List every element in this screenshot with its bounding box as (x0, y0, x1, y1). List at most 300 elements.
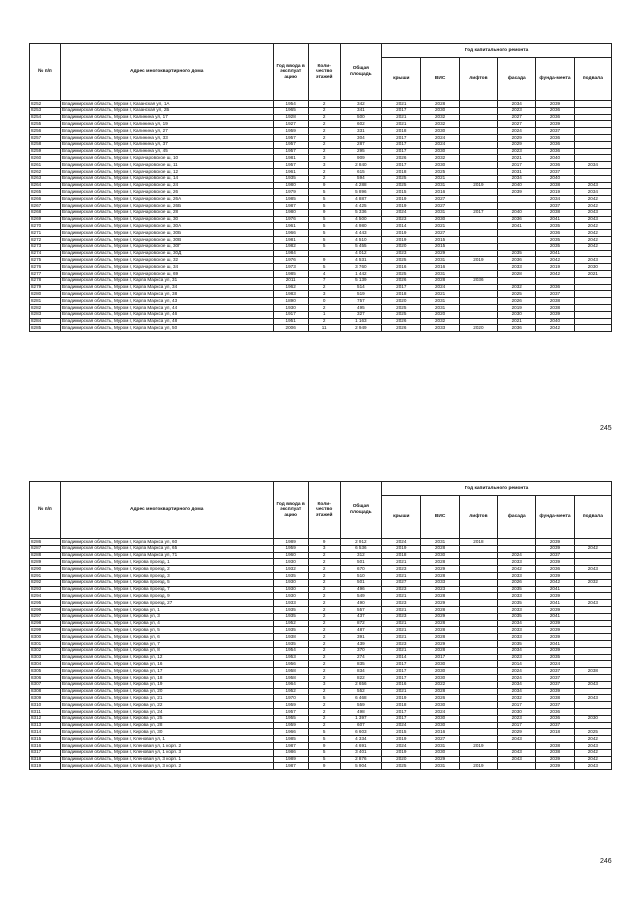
cell-roof: 2025 (382, 175, 421, 182)
cell-foundation (536, 736, 574, 743)
cell-roof: 2025 (382, 311, 421, 318)
cell-facade: 2027 (498, 121, 536, 128)
cell-vis: 2030 (421, 148, 459, 155)
cell-area: 1 397 (340, 715, 381, 722)
header-area: Общая площадь (340, 44, 381, 101)
cell-area: 519 (340, 291, 381, 298)
cell-num: 8266 (30, 196, 61, 203)
table-row (30, 736, 612, 743)
cell-roof: 2024 (382, 209, 421, 216)
cell-num: 8278 (30, 277, 61, 284)
header-basement: подвала (574, 496, 611, 539)
cell-facade: 2036 (498, 257, 536, 264)
table-row (30, 545, 612, 552)
cell-floors: 2 (308, 128, 340, 135)
cell-floors: 2 (308, 107, 340, 114)
cell-lifts (459, 114, 497, 121)
cell-floors: 5 (308, 695, 340, 702)
cell-basement: 2042 (574, 236, 611, 243)
table-row (30, 209, 612, 216)
cell-basement: 2030 (574, 715, 611, 722)
table-row (30, 749, 612, 756)
cell-vis: 2024 (421, 284, 459, 291)
cell-foundation: 2037 (536, 291, 574, 298)
cell-foundation: 2024 (536, 661, 574, 668)
cell-foundation: 2038 (536, 749, 574, 756)
table-row (30, 298, 612, 305)
cell-roof: 2021 (382, 593, 421, 600)
cell-foundation: 2038 (536, 742, 574, 749)
cell-lifts (459, 572, 497, 579)
cell-num: 8287 (30, 545, 61, 552)
cell-num: 8263 (30, 175, 61, 182)
header-year: Год ввода в эксплуат ацию (273, 44, 308, 101)
cell-basement: 2043 (574, 566, 611, 573)
cell-roof: 2024 (382, 722, 421, 729)
cell-roof: 2027 (382, 579, 421, 586)
cell-basement (574, 620, 611, 627)
cell-facade: 2023 (498, 715, 536, 722)
cell-basement (574, 304, 611, 311)
table-row (30, 121, 612, 128)
cell-num: 8296 (30, 606, 61, 613)
cell-year: 2011 (273, 277, 308, 284)
header-basement: подвала (574, 58, 611, 101)
header-year: Год ввода в эксплуат ацию (273, 482, 308, 539)
cell-year: 1987 (273, 202, 308, 209)
cell-vis: 2030 (421, 661, 459, 668)
cell-area: 834 (340, 668, 381, 675)
cell-lifts (459, 141, 497, 148)
cell-lifts (459, 729, 497, 736)
cell-roof: 2023 (382, 566, 421, 573)
cell-basement: 2043 (574, 209, 611, 216)
header-repair-group: Год капитального ремонта (382, 44, 612, 58)
cell-area: 287 (340, 141, 381, 148)
cell-lifts (459, 545, 497, 552)
cell-lifts (459, 613, 497, 620)
cell-lifts (459, 128, 497, 135)
cell-area: 487 (340, 627, 381, 634)
cell-year: 2006 (273, 325, 308, 332)
cell-vis: 2021 (421, 175, 459, 182)
cell-floors: 9 (308, 763, 340, 770)
cell-vis: 2028 (421, 593, 459, 600)
cell-year: 1979 (273, 189, 308, 196)
cell-basement (574, 250, 611, 257)
cell-year: 1987 (273, 763, 308, 770)
cell-basement (574, 572, 611, 579)
cell-num: 8281 (30, 298, 61, 305)
cell-year: 1959 (273, 722, 308, 729)
cell-roof: 2019 (382, 196, 421, 203)
cell-address: Владимирская область, Муром г, Карла Маркса ул, 50 (60, 325, 273, 332)
cell-roof: 2015 (382, 189, 421, 196)
cell-lifts (459, 661, 497, 668)
cell-roof: 2021 (382, 101, 421, 108)
cell-roof: 2016 (382, 264, 421, 271)
cell-address: Владимирская область, Муром г, Карачаровское ш, 26А (60, 196, 273, 203)
cell-roof: 2021 (382, 606, 421, 613)
cell-floors: 2 (308, 318, 340, 325)
cell-floors: 9 (308, 182, 340, 189)
cell-facade: 2043 (498, 756, 536, 763)
table-row (30, 688, 612, 695)
cell-roof: 2021 (382, 688, 421, 695)
table-row (30, 196, 612, 203)
cell-year: 1973 (273, 264, 308, 271)
cell-facade: 2025 (498, 291, 536, 298)
cell-facade: 2032 (498, 695, 536, 702)
cell-area: 1 442 (340, 270, 381, 277)
cell-basement (574, 318, 611, 325)
cell-floors: 0 (308, 298, 340, 305)
cell-num: 8284 (30, 318, 61, 325)
cell-year: 1957 (273, 162, 308, 169)
table-row (30, 162, 612, 169)
cell-facade: 2033 (498, 606, 536, 613)
cell-lifts (459, 270, 497, 277)
cell-address: Владимирская область, Муром г, Карачаровское ш, 12 (60, 168, 273, 175)
cell-vis: 2032 (421, 318, 459, 325)
cell-area: 6 536 (340, 545, 381, 552)
cell-address: Владимирская область, Муром г, Карачаровское ш, 26Б (60, 202, 273, 209)
cell-floors: 2 (308, 640, 340, 647)
cell-lifts (459, 243, 497, 250)
cell-area: 370 (340, 647, 381, 654)
cell-floors: 5 (308, 756, 340, 763)
cell-lifts: 2018 (459, 539, 497, 546)
cell-facade: 2024 (498, 552, 536, 559)
cell-roof: 2021 (382, 620, 421, 627)
cell-num: 8293 (30, 586, 61, 593)
cell-year: 1976 (273, 216, 308, 223)
cell-area: 304 (340, 134, 381, 141)
cell-roof: 2023 (382, 640, 421, 647)
cell-facade: 2024 (498, 668, 536, 675)
cell-basement: 2043 (574, 216, 611, 223)
cell-foundation: 2039 (536, 545, 574, 552)
cell-year: 1957 (273, 148, 308, 155)
cell-facade: 2033 (498, 572, 536, 579)
cell-roof: 2021 (382, 559, 421, 566)
page-number: 245 (600, 425, 612, 432)
cell-lifts (459, 668, 497, 675)
table-body (30, 101, 612, 332)
cell-roof: 2026 (382, 277, 421, 284)
cell-basement: 2043 (574, 182, 611, 189)
cell-lifts (459, 196, 497, 203)
header-vis: ВИС (421, 496, 459, 539)
cell-year: 1955 (273, 715, 308, 722)
cell-address: Владимирская область, Муром г, Карла Маркса ул, 46 (60, 311, 273, 318)
cell-floors: 2 (308, 668, 340, 675)
cell-roof: 2023 (382, 216, 421, 223)
cell-lifts (459, 284, 497, 291)
cell-area: 607 (340, 722, 381, 729)
cell-num: 8273 (30, 243, 61, 250)
cell-address: Владимирская область, Муром г, Кирова ул, 1 (60, 606, 273, 613)
cell-address: Владимирская область, Муром г, Карачаровское ш, 69 (60, 270, 273, 277)
cell-floors: 2 (308, 552, 340, 559)
cell-facade: 2034 (498, 175, 536, 182)
cell-basement (574, 107, 611, 114)
cell-floors (308, 250, 340, 257)
table-row (30, 627, 612, 634)
cell-basement: 2032 (574, 579, 611, 586)
cell-year: 1930 (273, 304, 308, 311)
cell-basement: 2042 (574, 230, 611, 237)
cell-facade: 2023 (498, 107, 536, 114)
cell-lifts (459, 134, 497, 141)
cell-year: 1938 (273, 634, 308, 641)
cell-num: 8282 (30, 304, 61, 311)
cell-floors: 2 (308, 559, 340, 566)
cell-num: 8270 (30, 223, 61, 230)
cell-floors: 2 (308, 121, 340, 128)
cell-num: 8274 (30, 250, 61, 257)
cell-floors: 9 (308, 539, 340, 546)
table-row (30, 763, 612, 770)
cell-basement: 2042 (574, 756, 611, 763)
cell-vis: 2030 (421, 674, 459, 681)
cell-area: 557 (340, 606, 381, 613)
header-lifts: лифтов (459, 58, 497, 101)
cell-lifts: 2019 (459, 182, 497, 189)
cell-address: Владимирская область, Муром г, Карачаровское ш, 28 (60, 209, 273, 216)
cell-vis: 2028 (421, 559, 459, 566)
cell-address: Владимирская область, Муром г, Калинина ул, 19 (60, 121, 273, 128)
cell-basement: 2043 (574, 763, 611, 770)
cell-vis: 2025 (421, 168, 459, 175)
cell-foundation: 2041 (536, 640, 574, 647)
cell-vis: 2030 (421, 702, 459, 709)
cell-facade: 2026 (498, 579, 536, 586)
cell-foundation (536, 277, 574, 284)
cell-facade: 2024 (498, 674, 536, 681)
cell-address: Владимирская область, Муром г, Кирова проезд, 9 (60, 593, 273, 600)
cell-address: Владимирская область, Муром г, Карла Маркса ул, 48 (60, 318, 273, 325)
cell-address: Владимирская область, Муром г, Кирова ул, 18 (60, 674, 273, 681)
cell-floors: 2 (308, 688, 340, 695)
cell-vis: 2028 (421, 101, 459, 108)
cell-foundation: 2036 (536, 162, 574, 169)
cell-vis: 2029 (421, 613, 459, 620)
cell-facade: 2034 (498, 101, 536, 108)
cell-num: 8269 (30, 216, 61, 223)
cell-floors: 2 (308, 613, 340, 620)
cell-vis: 2028 (421, 545, 459, 552)
cell-year: 1890 (273, 298, 308, 305)
cell-vis: 2021 (421, 223, 459, 230)
cell-facade (498, 202, 536, 209)
cell-address: Владимирская область, Муром г, Карла Маркса ул, 65 (60, 545, 273, 552)
cell-address: Владимирская область, Муром г, Калинина ул, 45 (60, 148, 273, 155)
cell-basement: 2034 (574, 162, 611, 169)
cell-lifts (459, 708, 497, 715)
cell-num: 8260 (30, 155, 61, 162)
cell-num: 8300 (30, 634, 61, 641)
cell-address: Владимирская область, Муром г, Кирова ул, 24 (60, 708, 273, 715)
cell-facade (498, 742, 536, 749)
cell-num: 8261 (30, 162, 61, 169)
cell-address: Владимирская область, Муром г, Кирова ул, 30 (60, 729, 273, 736)
cell-num: 8252 (30, 101, 61, 108)
cell-floors: 2 (308, 654, 340, 661)
cell-address: Владимирская область, Муром г, Кирова ул, 21 (60, 695, 273, 702)
cell-address: Владимирская область, Муром г, Карачаровское ш, 30Г (60, 243, 273, 250)
cell-vis: 2031 (421, 298, 459, 305)
cell-lifts (459, 756, 497, 763)
table-row (30, 579, 612, 586)
cell-facade: 2040 (498, 182, 536, 189)
cell-lifts (459, 223, 497, 230)
cell-address: Владимирская область, Муром г, Карачаровское ш, 24 (60, 182, 273, 189)
cell-foundation: 2039 (536, 756, 574, 763)
cell-vis: 2029 (421, 566, 459, 573)
table-row (30, 236, 612, 243)
cell-facade: 2041 (498, 223, 536, 230)
cell-lifts: 2019 (459, 763, 497, 770)
cell-floors: 2 (308, 114, 340, 121)
table-row (30, 291, 612, 298)
cell-vis: 2028 (421, 627, 459, 634)
table-row (30, 674, 612, 681)
cell-floors: 2 (308, 674, 340, 681)
cell-num: 8299 (30, 627, 61, 634)
cell-area: 2 912 (340, 539, 381, 546)
cell-roof: 2021 (382, 627, 421, 634)
cell-address: Владимирская область, Муром г, Калинина ул, 27 (60, 128, 273, 135)
cell-num: 8262 (30, 168, 61, 175)
cell-vis: 2027 (421, 196, 459, 203)
cell-floors: 3 (308, 155, 340, 162)
cell-basement (574, 148, 611, 155)
cell-year: 1935 (273, 627, 308, 634)
cell-vis: 2031 (421, 763, 459, 770)
table-row (30, 189, 612, 196)
cell-foundation: 2034 (536, 196, 574, 203)
cell-floors: 3 (308, 545, 340, 552)
cell-foundation: 2042 (536, 270, 574, 277)
cell-basement (574, 552, 611, 559)
cell-foundation: 2036 (536, 230, 574, 237)
cell-lifts: 2020 (459, 325, 497, 332)
cell-foundation: 2036 (536, 148, 574, 155)
cell-roof: 2017 (382, 162, 421, 169)
cell-foundation: 2035 (536, 654, 574, 661)
cell-address: Владимирская область, Муром г, Кирова проезд, 7 (60, 586, 273, 593)
cell-num: 8301 (30, 640, 61, 647)
cell-num: 8319 (30, 763, 61, 770)
cell-floors: 9 (308, 742, 340, 749)
cell-num: 8310 (30, 702, 61, 709)
cell-num: 8312 (30, 715, 61, 722)
table-row (30, 715, 612, 722)
cell-floors: 5 (308, 729, 340, 736)
cell-year: 1917 (273, 311, 308, 318)
header-roof: крыши (382, 496, 421, 539)
cell-address: Владимирская область, Муром г, Карачаровское ш, 30 (60, 216, 273, 223)
cell-num: 8275 (30, 257, 61, 264)
cell-basement: 2043 (574, 695, 611, 702)
cell-area: 4 288 (340, 182, 381, 189)
cell-facade: 2026 (498, 298, 536, 305)
table-row (30, 586, 612, 593)
cell-area: 496 (340, 586, 381, 593)
cell-year: 1928 (273, 114, 308, 121)
cell-lifts (459, 101, 497, 108)
cell-facade: 2017 (498, 162, 536, 169)
header-area: Общая площадь (340, 482, 381, 539)
cell-lifts (459, 566, 497, 573)
cell-basement (574, 284, 611, 291)
cell-basement (574, 128, 611, 135)
cell-area: 5 896 (340, 189, 381, 196)
cell-vis: 2030 (421, 749, 459, 756)
table-row (30, 708, 612, 715)
cell-basement (574, 674, 611, 681)
cell-lifts (459, 189, 497, 196)
cell-basement (574, 114, 611, 121)
cell-foundation: 2037 (536, 722, 574, 729)
cell-foundation: 2039 (536, 627, 574, 634)
cell-facade: 2014 (498, 661, 536, 668)
cell-roof: 2024 (382, 742, 421, 749)
cell-facade: 2034 (498, 688, 536, 695)
cell-vis: 2029 (421, 250, 459, 257)
cell-area: 602 (340, 121, 381, 128)
table-row (30, 559, 612, 566)
cell-lifts (459, 175, 497, 182)
cell-address: Владимирская область, Муром г, Карла Маркса ул, 71 (60, 552, 273, 559)
cell-roof: 2021 (382, 121, 421, 128)
cell-year: 1985 (273, 270, 308, 277)
cell-foundation: 2019 (536, 264, 574, 271)
cell-foundation: 2039 (536, 620, 574, 627)
cell-num: 8316 (30, 742, 61, 749)
cell-area: 4 012 (340, 250, 381, 257)
cell-floors: 9 (308, 209, 340, 216)
table-row (30, 311, 612, 318)
cell-area: 391 (340, 634, 381, 641)
cell-foundation: 2036 (536, 284, 574, 291)
cell-facade: 2019 (498, 304, 536, 311)
cell-floors: 2 (308, 175, 340, 182)
cell-lifts (459, 600, 497, 607)
table-row (30, 202, 612, 209)
cell-facade: 2035 (498, 586, 536, 593)
cell-basement (574, 613, 611, 620)
cell-num: 8259 (30, 148, 61, 155)
cell-address: Владимирская область, Муром г, Карачаровское ш, 30В (60, 236, 273, 243)
cell-area: 4 691 (340, 742, 381, 749)
cell-area: 5 139 (340, 277, 381, 284)
table-row (30, 107, 612, 114)
cell-area: 4 443 (340, 230, 381, 237)
cell-vis: 2021 (421, 291, 459, 298)
cell-roof: 2023 (382, 600, 421, 607)
cell-area: 5 455 (340, 243, 381, 250)
cell-year: 1964 (273, 681, 308, 688)
cell-address: Владимирская область, Муром г, Карачаровское ш, 26 (60, 189, 273, 196)
cell-lifts (459, 654, 497, 661)
cell-facade: 2029 (498, 141, 536, 148)
cell-floors: 3 (308, 291, 340, 298)
cell-foundation: 2037 (536, 668, 574, 675)
cell-year: 1930 (273, 593, 308, 600)
table-row (30, 681, 612, 688)
